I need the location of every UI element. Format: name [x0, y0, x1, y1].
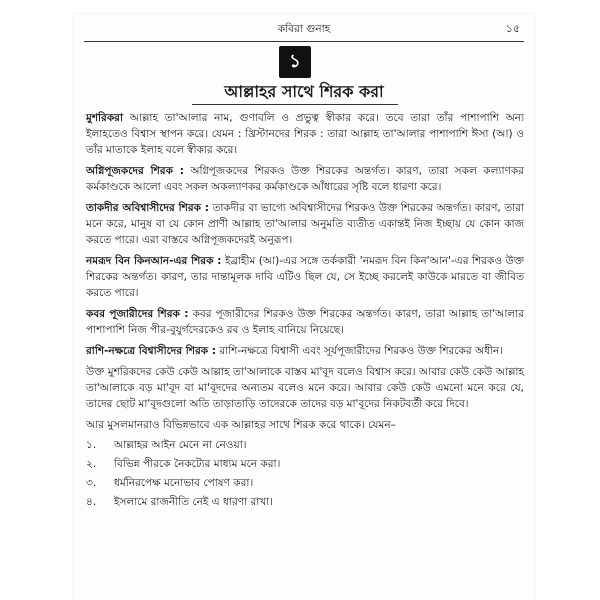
paragraph-text: ইব্রাহীম (আ)-এর সঙ্গে তর্ককারী 'নমরূদ বিন কিন'আন'-এর শিরকও উক্ত শিরকের অন্তর্গত। কারণ, তার দান্তামূলক দাবি এটিও ছিল যে, সে ইচ্ছে করলেই কাউকে মারতে বা জীবিত করতে পারে। [86, 255, 524, 299]
paragraph-lead: কবর পূজারীদের শিরক : [86, 308, 189, 320]
list-item [86, 457, 524, 472]
list-number: ১. [86, 439, 97, 451]
paragraph-text: রাশি-নক্ষত্রে বিশ্বাসী এবং সূর্যপূজারীদের শিরকও উক্ত শিরকের অধীন। [215, 345, 503, 357]
title-underline [192, 104, 398, 105]
paragraph-lead: রাশি-নক্ষত্রে বিশ্বাসীদের শিরক : [86, 345, 216, 357]
paragraph-text: অগ্নিপূজকদের শিরকও উক্ত শিরকের অন্তর্গত। কারণ, তারা সকল কল্যাণকর কর্মকাণ্ডকে আলো এবং সকল অকল্যাণকর কর্মকাণ্ডকে আঁধারের সৃষ্টি বলে ধারণা করে। [86, 165, 524, 193]
list-number: ২. [86, 458, 97, 470]
list-item [86, 495, 524, 510]
page-header [74, 20, 534, 38]
list-number: ৩. [86, 477, 97, 489]
paragraph-text: উক্ত মুশরিকদের কেউ কেউ আল্লাহ তা'আলাকে বাস্তব মা'বূদ বলেও বিশ্বাস করে। আবার কেউ কেউ আল্লাহ তা'আলাকে বড় মা'বূদ বা মা'বূদদের অন্যতম বলেও মনে করে। আবার কেউ কেউ এমনো মনে করে যে, তাদের ছোট মা'বূদগুলো অতি তাড়াতাড়ি তাদেরকে তাদের বড় মা'বূদের নিকটবর্তী করে দিবে। [86, 366, 524, 410]
list-item [86, 476, 524, 491]
paragraph [86, 306, 524, 338]
list-item [86, 438, 524, 453]
section-title: আল্লাহর সাথে শিরক করা [224, 82, 384, 101]
paragraph-text: কবর পূজারীদের শিরকও উক্ত শিরকের অন্তর্গত। কারণ, তারা আল্লাহ তা'আলার পাশাপাশি নিজ পীর-বুযুর্গদেরকেও রব ও ইলাহ বানিয়ে নিয়েছে। [86, 308, 524, 336]
list-text: ধর্মনিরপেক্ষ মনোভাব পোষণ করা। [114, 477, 254, 489]
paragraph [86, 163, 524, 195]
paragraph [86, 343, 524, 359]
paragraph-lead: তাকদীর অবিশ্বাসীদের শিরক : [86, 202, 209, 214]
paragraph [86, 110, 524, 158]
numbered-list [86, 438, 524, 510]
paragraph-lead: অগ্নিপূজকদের শিরক : [86, 165, 184, 177]
list-text: আল্লাহর আইন মেনে না নেওয়া। [114, 439, 247, 451]
paragraph-text: তাকদীর বা ভাগ্যে অবিশ্বাসীদের শিরকও উক্ত শিরকের অন্তর্গত। কারণ, তারা মনে করে, মানুষ বা যে কোন প্রাণী আল্লাহ তা'আলার অনুমতি ব্যতীত একান্তই নিজ ইচ্ছায় যে কোন কাজ করতে পারে। এরা বাস্তবে অগ্নিপূজকদেরই অনুরূপ। [86, 202, 525, 246]
header-rule [84, 41, 524, 42]
running-title: কবিরা গুনাহ [277, 23, 331, 35]
paragraph-text: আল্লাহ তা'আলার নাম, গুণাবলি ও প্রভুত্ব স্বীকার করে। তবে তারা তাঁর পাশাপাশি অন্য ইলাহতেও বিশ্বাস স্থাপন করে। যেমন : খ্রিস্টানদের শিরক : তারা আল্লাহ তা'আলার পাশাপাশি ঈসা (আ) ও তাঁর মাতাকে ইলাহ বলে স্বীকার করে। [86, 112, 524, 156]
paragraph [86, 253, 524, 301]
list-text: বিভিন্ন পীরকে নৈকট্যের মাধ্যম মনে করা। [114, 458, 281, 470]
paragraph [86, 200, 524, 248]
book-page [74, 14, 534, 600]
section-number-badge [279, 46, 311, 78]
paragraph-text: আর মুসলমানরাও বিভিন্নভাবে এক আল্লাহর সাথে শিরক করে থাকে। যেমন– [86, 419, 396, 431]
body-text [86, 110, 524, 514]
paragraph-lead: নমরূদ বিন কিনআন-এর শিরক : [86, 255, 222, 267]
paragraph [86, 417, 524, 433]
list-number: ৪. [86, 496, 97, 508]
list-text: ইসলামে রাজনীতি নেই এ ধারণা রাখা। [114, 496, 273, 508]
paragraph-lead: মুশরিকরা [86, 112, 123, 124]
page-number: ১৫ [505, 22, 520, 35]
section-number: ১ [289, 51, 301, 72]
paragraph [86, 364, 524, 412]
